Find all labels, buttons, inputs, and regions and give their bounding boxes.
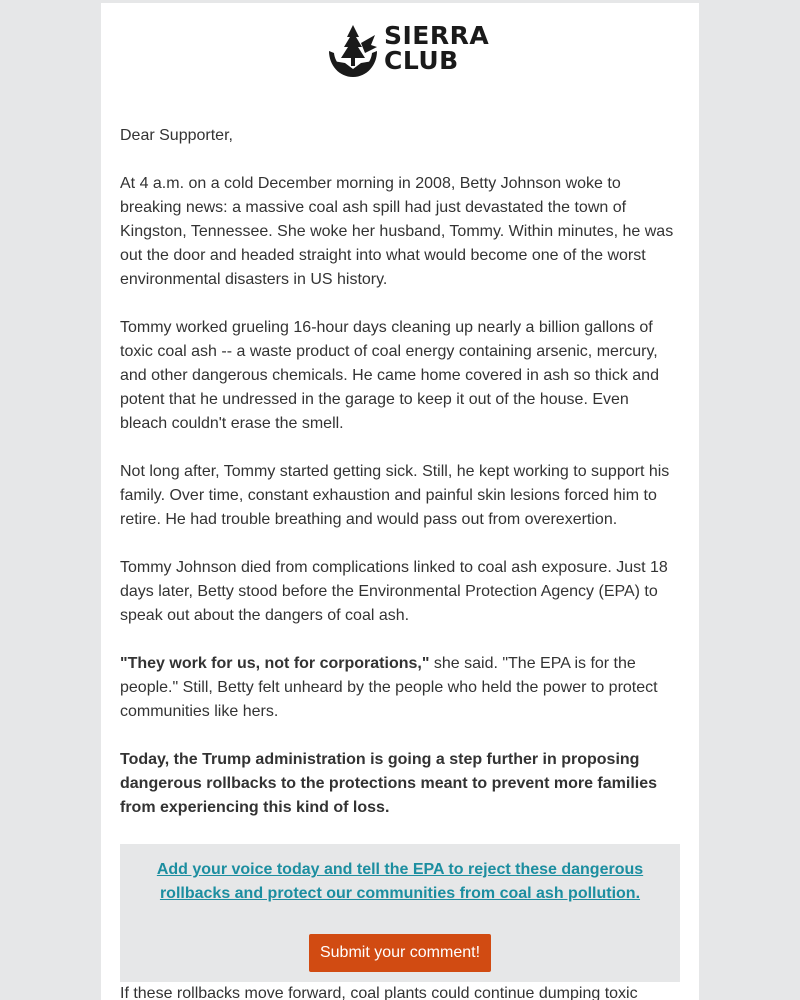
cta-box (120, 844, 680, 982)
paragraph-4: Tommy Johnson died from complications linked to coal ash exposure. Just 18 days later, Betty stood before the Environmental Protection Agency (EPA) to speak out about the dangers of coal ash. (120, 559, 668, 624)
paragraph-5 (120, 652, 680, 724)
paragraph-5-rest: she said. "The EPA is for the people." Still, Betty felt unheard by the people who held the power to protect communities like hers. (120, 655, 658, 720)
email-card (101, 3, 699, 1000)
cta-link[interactable]: Add your voice today and tell the EPA to reject these dangerous rollbacks and protect our communities from coal ash pollution. (156, 861, 644, 902)
logo-line-club: CLUB (384, 46, 459, 75)
logo-wordmark (384, 23, 489, 73)
submit-comment-button[interactable]: Submit your comment! (309, 934, 491, 972)
betty-quote: "They work for us, not for corporations," (120, 655, 430, 672)
logo-line-sierra: SIERRA (384, 21, 490, 50)
sierra-club-tree-logo-icon (325, 23, 381, 79)
email-body (120, 124, 680, 1000)
paragraph-1: At 4 a.m. on a cold December morning in 2008, Betty Johnson woke to breaking news: a massive coal ash spill had just devastated the town of Kingston, Tennessee. She woke her husband, Tommy. Within minutes, he was out the door and headed straight into what would become one of the worst environmental disasters in US history. (120, 175, 674, 288)
paragraph-6: Today, the Trump administration is going a step further in proposing dangerous rollbacks to the protections meant to prevent more families from experiencing this kind of loss. (120, 751, 658, 816)
paragraph-2: Tommy worked grueling 16-hour days cleaning up nearly a billion gallons of toxic coal ash -- a waste product of coal energy containing arsenic, mercury, and other dangerous chemicals. He came home covered in ash so thick and potent that he undressed in the garage to keep it out of the house. Even bleach couldn't erase the smell. (120, 319, 659, 432)
sierra-club-logo[interactable] (325, 21, 490, 83)
paragraph-3: Not long after, Tommy started getting sick. Still, he kept working to support his family. Over time, constant exhaustion and painful skin lesions forced him to retire. He had trouble breathing and would pass out from overexertion. (120, 463, 670, 528)
paragraph-7: If these rollbacks move forward, coal plants could continue dumping toxic (120, 985, 638, 1000)
greeting: Dear Supporter, (120, 127, 233, 144)
